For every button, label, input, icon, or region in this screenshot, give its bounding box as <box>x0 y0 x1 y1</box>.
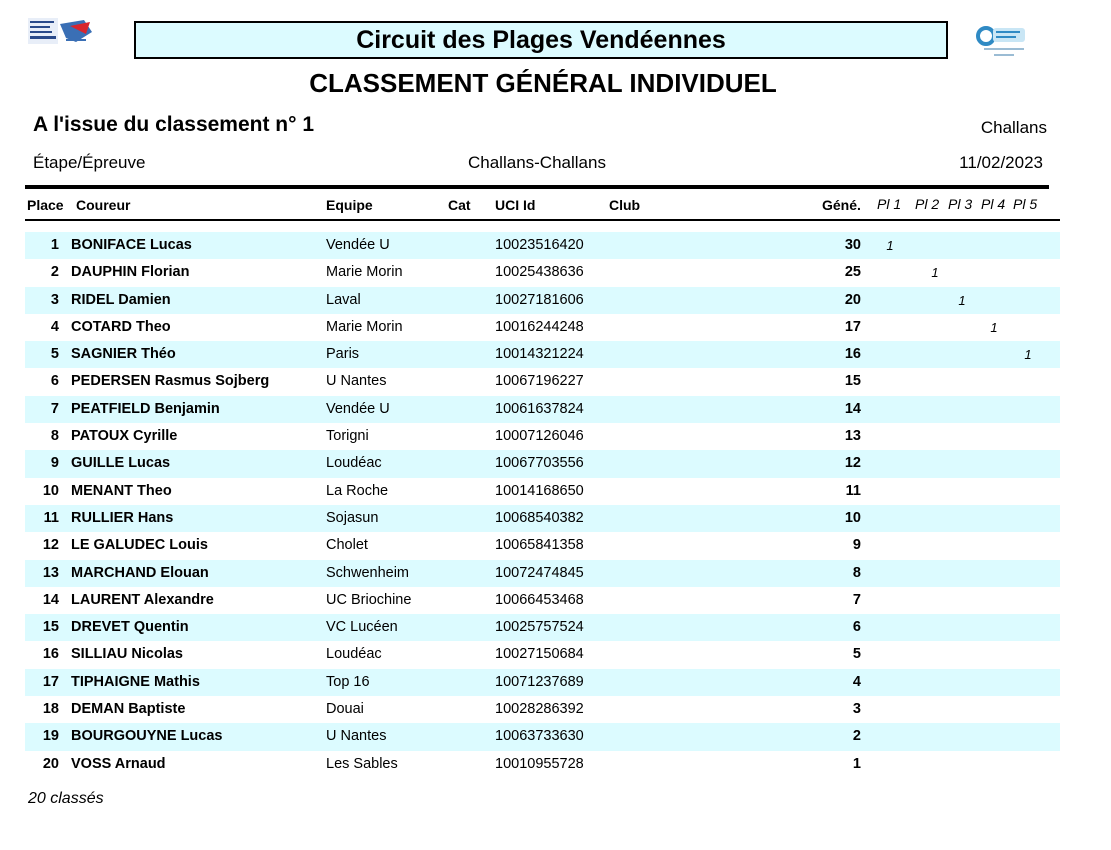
table-row <box>25 560 1060 587</box>
table-row <box>25 287 1060 314</box>
rider-name-cell: MARCHAND Elouan <box>71 564 209 581</box>
event-title: Circuit des Plages Vendéennes <box>134 21 948 59</box>
table-row <box>25 641 1060 668</box>
team-cell: Vendée U <box>326 400 390 417</box>
rider-name-cell: MENANT Theo <box>71 482 172 499</box>
uci-id-cell: 10014321224 <box>495 346 584 363</box>
table-row <box>25 478 1060 505</box>
rank-cell: 19 <box>42 728 59 745</box>
rank-cell: 18 <box>42 701 59 718</box>
rank-cell: 12 <box>42 537 59 554</box>
team-cell: Sojasun <box>326 509 379 526</box>
uci-id-cell: 10028286392 <box>495 701 584 718</box>
uci-id-cell: 10063733630 <box>495 728 584 745</box>
team-cell: Marie Morin <box>326 318 403 335</box>
team-cell: U Nantes <box>326 373 387 390</box>
general-points-cell: 20 <box>844 291 861 308</box>
column-header-pi2: Pl 2 <box>915 196 940 212</box>
ranking-table <box>25 232 1060 778</box>
general-points-cell: 5 <box>852 646 861 663</box>
uci-id-cell: 10072474845 <box>495 564 584 581</box>
column-header-club: Club <box>609 197 641 213</box>
table-row <box>25 505 1060 532</box>
uci-id-cell: 10066453468 <box>495 591 584 608</box>
rank-cell: 14 <box>42 591 59 608</box>
stage-date: 11/02/2023 <box>959 153 1043 172</box>
column-header-pi1: Pl 1 <box>877 196 902 212</box>
uci-id-cell: 10023516420 <box>495 237 584 253</box>
pi4-points-cell: 1 <box>990 319 998 335</box>
rank-cell: 7 <box>50 400 59 417</box>
uci-id-cell: 10016244248 <box>495 318 584 335</box>
table-row <box>25 723 1060 750</box>
table-row <box>25 450 1060 477</box>
rider-name-cell: PATOUX Cyrille <box>71 428 178 445</box>
table-row <box>25 232 1060 259</box>
uci-id-cell: 10010955728 <box>495 755 584 772</box>
rider-name-cell: SAGNIER Théo <box>71 346 176 363</box>
rider-name-cell: DREVET Quentin <box>71 619 189 636</box>
rider-name-cell: BONIFACE Lucas <box>71 237 192 253</box>
rank-cell: 6 <box>50 373 59 390</box>
general-points-cell: 10 <box>844 509 861 526</box>
column-header-rider: Coureur <box>76 197 131 213</box>
general-points-cell: 13 <box>844 428 861 445</box>
column-header-team: Equipe <box>326 197 373 213</box>
rank-cell: 10 <box>42 482 59 499</box>
header-divider <box>25 185 1049 189</box>
pi1-points-cell: 1 <box>886 238 894 253</box>
table-row <box>25 587 1060 614</box>
uci-id-cell: 10068540382 <box>495 509 584 526</box>
general-points-cell: 11 <box>845 482 861 499</box>
rank-cell: 16 <box>42 646 59 663</box>
general-points-cell: 14 <box>844 400 861 417</box>
rider-name-cell: BOURGOUYNE Lucas <box>71 728 223 745</box>
table-row <box>25 696 1060 723</box>
uci-id-cell: 10067196227 <box>495 373 584 390</box>
uci-id-cell: 10025438636 <box>495 264 584 281</box>
uci-id-cell: 10025757524 <box>495 619 584 636</box>
table-row <box>25 314 1060 341</box>
rider-name-cell: VOSS Arnaud <box>71 755 166 772</box>
general-points-cell: 4 <box>852 673 861 690</box>
column-header-pi3: Pl 3 <box>948 196 973 212</box>
rank-cell: 3 <box>50 291 59 308</box>
column-header-pi4: Pl 4 <box>981 196 1006 212</box>
team-cell: Vendée U <box>326 237 390 253</box>
table-row <box>25 396 1060 423</box>
team-cell: Laval <box>326 291 361 308</box>
team-cell: VC Lucéen <box>326 619 398 636</box>
rider-name-cell: PEDERSEN Rasmus Sojberg <box>71 373 270 390</box>
uci-id-cell: 10027181606 <box>495 291 584 308</box>
uci-id-cell: 10014168650 <box>495 482 584 499</box>
general-points-cell: 12 <box>844 455 861 472</box>
rider-name-cell: COTARD Theo <box>71 318 171 335</box>
column-header-place: Place <box>27 197 64 213</box>
general-points-cell: 3 <box>852 701 861 718</box>
column-header-uci: UCI Id <box>495 197 536 213</box>
general-points-cell: 2 <box>852 728 861 745</box>
table-row <box>25 423 1060 450</box>
team-cell: Paris <box>326 346 360 363</box>
team-cell: Marie Morin <box>326 264 403 281</box>
rank-cell: 15 <box>42 619 59 636</box>
column-header-pi5: Pl 5 <box>1013 196 1038 212</box>
uci-id-cell: 10065841358 <box>495 537 584 554</box>
column-header-divider <box>25 219 1060 221</box>
rank-cell: 17 <box>42 673 59 690</box>
rank-cell: 2 <box>50 264 59 281</box>
location-label: Challans <box>980 118 1047 137</box>
organizer-logo-left <box>26 16 96 52</box>
team-cell: Loudéac <box>326 646 382 663</box>
rider-name-cell: LE GALUDEC Louis <box>71 537 208 554</box>
stage-label: Étape/Épreuve <box>33 153 146 172</box>
rider-name-cell: LAURENT Alexandre <box>71 591 214 608</box>
rank-cell: 8 <box>50 428 59 445</box>
rider-name-cell: DEMAN Baptiste <box>71 701 186 718</box>
general-points-cell: 25 <box>844 264 861 281</box>
team-cell: Les Sables <box>326 755 398 772</box>
federation-logo-right <box>976 22 1032 64</box>
general-points-cell: 7 <box>852 591 861 608</box>
general-points-cell: 15 <box>844 373 861 390</box>
general-points-cell: 17 <box>844 318 861 335</box>
ranking-title: CLASSEMENT GÉNÉRAL INDIVIDUEL <box>309 68 777 98</box>
team-cell: Cholet <box>326 537 368 554</box>
rank-cell: 11 <box>43 509 59 526</box>
general-points-cell: 30 <box>844 237 861 253</box>
table-row <box>25 614 1060 641</box>
rider-name-cell: DAUPHIN Florian <box>71 264 190 281</box>
rider-name-cell: RIDEL Damien <box>71 291 171 308</box>
team-cell: Schwenheim <box>326 564 410 581</box>
pi3-points-cell: 1 <box>958 292 966 308</box>
table-row <box>25 669 1060 696</box>
uci-id-cell: 10071237689 <box>495 673 584 690</box>
rider-name-cell: SILLIAU Nicolas <box>71 646 183 663</box>
pi2-points-cell: 1 <box>931 265 939 281</box>
column-header-general: Géné. <box>822 197 861 213</box>
ranking-number-label: A l'issue du classement n° 1 <box>33 113 315 136</box>
rank-cell: 1 <box>50 237 59 253</box>
pi5-points-cell: 1 <box>1024 347 1032 363</box>
rank-cell: 5 <box>50 346 59 363</box>
column-header-cat: Cat <box>448 197 471 213</box>
table-row <box>25 341 1060 368</box>
general-points-cell: 16 <box>844 346 861 363</box>
classified-count: 20 classés <box>28 790 104 807</box>
rank-cell: 4 <box>50 318 59 335</box>
stage-value: Challans-Challans <box>468 153 606 172</box>
general-points-cell: 6 <box>852 619 861 636</box>
general-points-cell: 1 <box>852 755 861 772</box>
rank-cell: 13 <box>42 564 59 581</box>
uci-id-cell: 10007126046 <box>495 428 584 445</box>
table-row <box>25 532 1060 559</box>
team-cell: Douai <box>326 701 364 718</box>
general-points-cell: 8 <box>852 564 861 581</box>
team-cell: Top 16 <box>326 673 370 690</box>
uci-id-cell: 10061637824 <box>495 400 584 417</box>
rider-name-cell: GUILLE Lucas <box>71 455 171 472</box>
table-row <box>25 259 1060 286</box>
uci-id-cell: 10067703556 <box>495 455 584 472</box>
rank-cell: 9 <box>50 455 59 472</box>
uci-id-cell: 10027150684 <box>495 646 584 663</box>
table-row <box>25 751 1060 778</box>
team-cell: U Nantes <box>326 728 387 745</box>
team-cell: UC Briochine <box>326 591 412 608</box>
rank-cell: 20 <box>42 755 59 772</box>
table-row <box>25 368 1060 395</box>
team-cell: Loudéac <box>326 455 382 472</box>
general-points-cell: 9 <box>852 537 861 554</box>
team-cell: Torigni <box>326 428 369 445</box>
rider-name-cell: TIPHAIGNE Mathis <box>71 673 200 690</box>
rider-name-cell: RULLIER Hans <box>71 509 174 526</box>
rider-name-cell: PEATFIELD Benjamin <box>71 400 220 417</box>
team-cell: La Roche <box>326 482 389 499</box>
